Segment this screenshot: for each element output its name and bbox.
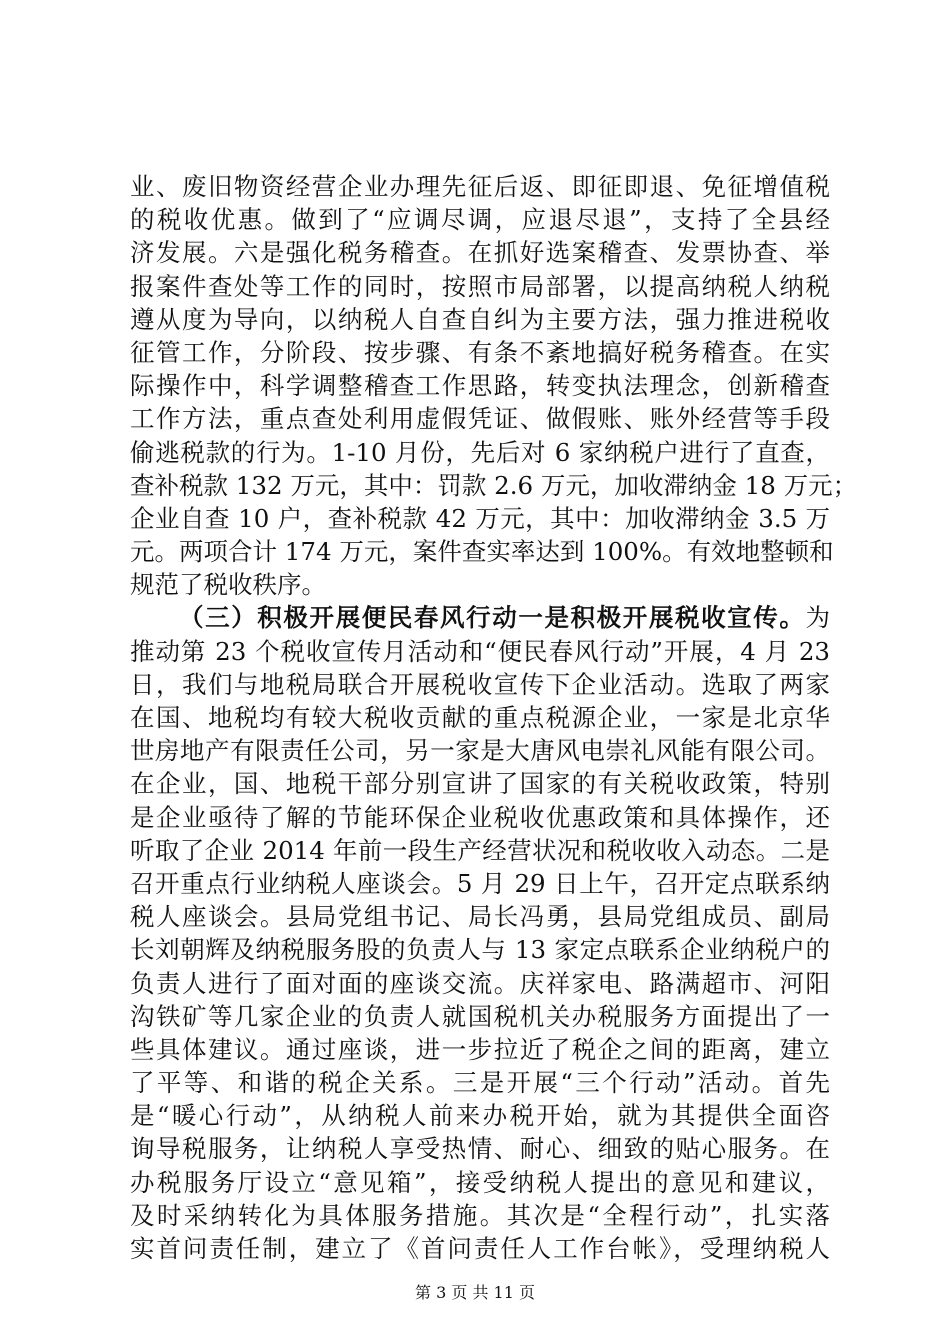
text-line: 济发展。六是强化税务稽查。在抓好选案稽查、发票协查、举: [130, 238, 830, 268]
text-line: 是企业亟待了解的节能环保企业税收优惠政策和具体操作，还: [130, 802, 830, 832]
text-line: 工作方法，重点查处利用虚假凭证、做假账、账外经营等手段: [130, 404, 830, 434]
page-footer: 第 3 页 共 11 页: [415, 1283, 535, 1302]
text-line: 了平等、和谐的税企关系。三是开展“三个行动”活动。首先: [130, 1068, 830, 1098]
text-line: 及时采纳转化为具体服务措施。其次是“全程行动”，扎实落: [130, 1200, 830, 1230]
text-line: 规范了税收秩序。: [130, 570, 326, 600]
text-line: 遵从度为导向，以纳税人自查自纠为主要方法，强力推进税收: [130, 304, 830, 334]
text-line: 召开重点行业纳税人座谈会。5 月 29 日上午，召开定点联系纳: [130, 868, 830, 898]
text-line: 实首问责任制，建立了《首问责任人工作台帐》，受理纳税人: [130, 1234, 830, 1263]
text-line: 元。两项合计 174 万元，案件查实率达到 100%。有效地整顿和: [130, 537, 834, 567]
text-line: 负责人进行了面对面的座谈交流。庆祥家电、路满超市、河阳: [130, 968, 830, 998]
text-line: 办税服务厅设立“意见箱”，接受纳税人提出的意见和建议，: [130, 1167, 830, 1197]
text-line: 报案件查处等工作的同时，按照市局部署，以提高纳税人纳税: [130, 271, 830, 301]
text-line: 业、废旧物资经营企业办理先征后返、即征即退、免征增值税: [130, 172, 830, 201]
text-line: 在企业，国、地税干部分别宣讲了国家的有关税收政策，特别: [130, 769, 830, 799]
section-heading-line: [130, 601, 830, 634]
text-line: 是“暖心行动”，从纳税人前来办税开始，就为其提供全面咨: [130, 1101, 830, 1131]
text-line: 沟铁矿等几家企业的负责人就国税机关办税服务方面提出了一: [130, 1001, 830, 1031]
text-line: 查补税款 132 万元，其中：罚款 2.6 万元，加收滞纳金 18 万元；: [130, 470, 858, 500]
text-line: 企业自查 10 户，查补税款 42 万元，其中：加收滞纳金 3.5 万: [130, 503, 830, 533]
text-line: 日，我们与地税局联合开展税收宣传下企业活动。选取了两家: [130, 669, 830, 699]
text-line: 的税收优惠。做到了“应调尽调，应退尽退”，支持了全县经: [130, 205, 830, 235]
text-line: 些具体建议。通过座谈，进一步拉近了税企之间的距离，建立: [130, 1034, 830, 1064]
text-line: 推动第 23 个税收宣传月活动和“便民春风行动”开展，4 月 23: [130, 636, 830, 666]
text-line: 在国、地税均有较大税收贡献的重点税源企业，一家是北京华: [130, 703, 830, 732]
text-line: 听取了企业 2014 年前一段生产经营状况和税收收入动态。二是: [130, 835, 830, 865]
section-heading: （三）积极开展便民春风行动一是积极开展税收宣传。: [179, 603, 806, 633]
section-heading-tail: 为: [805, 603, 830, 633]
text-line: 询导税服务，让纳税人享受热情、耐心、细致的贴心服务。在: [130, 1134, 830, 1164]
text-line: 世房地产有限责任公司，另一家是大唐风电崇礼风能有限公司。: [130, 736, 830, 766]
text-line: 际操作中，科学调整稽查工作思路，转变执法理念，创新稽查: [130, 371, 830, 401]
text-line: 偷逃税款的行为。1-10 月份，先后对 6 家纳税户进行了直查，: [130, 437, 830, 467]
document-body: [130, 170, 858, 1265]
text-line: 税人座谈会。县局党组书记、局长冯勇，县局党组成员、副局: [130, 902, 830, 932]
text-line: 长刘朝辉及纳税服务股的负责人与 13 家定点联系企业纳税户的: [130, 935, 830, 965]
text-line: 征管工作，分阶段、按步骤、有条不紊地搞好税务稽查。在实: [130, 337, 830, 367]
